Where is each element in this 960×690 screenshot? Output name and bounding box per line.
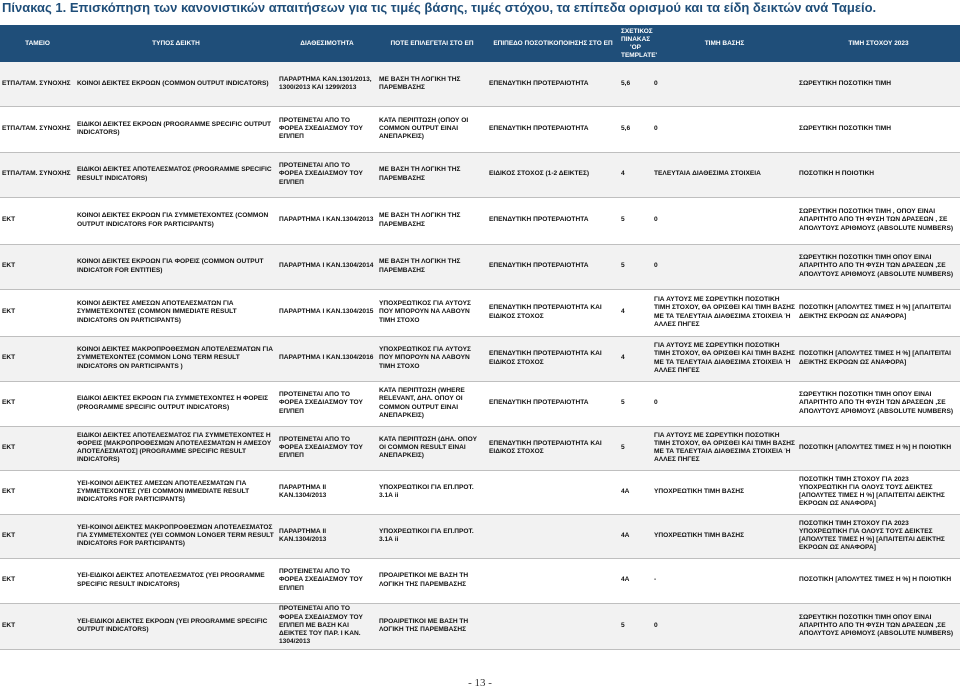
cell-quantification-level: ΕΠΕΝΔΥΤΙΚΗ ΠΡΟΤΕΡΑΙΟΤΗΤΑ bbox=[487, 62, 619, 106]
header-baseline: ΤΙΜΗ ΒΑΣΗΣ bbox=[652, 25, 797, 62]
cell-when-selected: ΥΠΟΧΡΕΩΤΙΚΟΙ ΓΙΑ ΕΠ.ΠΡΟΤ. 3.1Α ii bbox=[377, 470, 487, 514]
table-row bbox=[0, 197, 960, 244]
cell-baseline: ΓΙΑ ΑΥΤΟΥΣ ΜΕ ΣΩΡΕΥΤΙΚΗ ΠΟΣΟΤΙΚΗ ΤΙΜΗ ΣΤΟΧΟΥ, ΘΑ ΟΡΙΣΘΕΙ ΚΑΙ ΤΙΜΗ ΒΑΣΗΣ ΜΕ ΤΑ ΤΕΛΕΥΤΑΙΑ ΔΙΑΘΕΣΙΜΑ ΣΤΟΙΧΕΙΑ Ή ΑΛΛΕΣ ΠΗΓΕΣ bbox=[652, 426, 797, 470]
cell-baseline: - bbox=[652, 558, 797, 603]
cell-baseline: 0 bbox=[652, 381, 797, 426]
cell-indicator-type: ΥΕΙ-ΚΟΙΝΟΙ ΔΕΙΚΤΕΣ ΜΑΚΡΟΠΡΟΘΕΣΜΩΝ ΑΠΟΤΕΛΕΣΜΑΤΟΣ ΓΙΑ ΣΥΜΜΕΤΕΧΟΝΤΕΣ (YEI COMMON LONGER TERM RESULT INDICATORS FOR PARTICIPANTS) bbox=[75, 514, 277, 558]
cell-indicator-type: ΚΟΙΝΟΙ ΔΕΙΚΤΕΣ ΕΚΡΟΩΝ ΓΙΑ ΦΟΡΕΙΣ (COMMON OUTPUT INDICATOR FOR ENTITIES) bbox=[75, 244, 277, 289]
cell-op-template: 4Α bbox=[619, 558, 652, 603]
cell-target-2023: ΣΩΡΕΥΤΙΚΗ ΠΟΣΟΤΙΚΗ ΤΙΜΗ bbox=[797, 62, 960, 106]
cell-baseline: ΥΠΟΧΡΕΩΤΙΚΗ ΤΙΜΗ ΒΑΣΗΣ bbox=[652, 514, 797, 558]
cell-target-2023: ΠΟΣΟΤΙΚΗ [ΑΠΟΛΥΤΕΣ ΤΙΜΕΣ Η %] Η ΠΟΙΟΤΙΚΗ bbox=[797, 426, 960, 470]
cell-target-2023: ΣΩΡΕΥΤΙΚΗ ΠΟΣΟΤΙΚΗ ΤΙΜΗ ΟΠΟΥ ΕΙΝΑΙ ΑΠΑΡΙΤΗΤΟ ΑΠΟ ΤΗ ΦΥΣΗ ΤΩΝ ΔΡΑΣΕΩΝ ,ΣΕ ΑΠΟΛΥΤΟΥΣ ΑΡΙΘΜΟΥΣ (ABSOLUTE NUMBERS) bbox=[797, 381, 960, 426]
cell-when-selected: ΚΑΤΑ ΠΕΡΙΠΤΩΣΗ (WHERE RELEVANT, ΔΗΛ. ΟΠΟΥ ΟΙ COMMON OUTPUT ΕΙΝΑΙ ΑΝΕΠΑΡΚΕΙΣ) bbox=[377, 381, 487, 426]
cell-indicator-type: ΕΙΔΙΚΟΙ ΔΕΙΚΤΕΣ ΑΠΟΤΕΛΕΣΜΑΤΟΣ (PROGRAMME SPECIFIC RESULT INDICATORS) bbox=[75, 152, 277, 197]
cell-baseline: ΤΕΛΕΥΤΑΙΑ ΔΙΑΘΕΣΙΜΑ ΣΤΟΙΧΕΙΑ bbox=[652, 152, 797, 197]
cell-indicator-type: ΚΟΙΝΟΙ ΔΕΙΚΤΕΣ ΜΑΚΡΟΠΡΟΘΕΣΜΩΝ ΑΠΟΤΕΛΕΣΜΑΤΩΝ ΓΙΑ ΣΥΜΜΕΤΕΧΟΝΤΕΣ (COMMON LONG TERM RESULT INDICATORS ON PARTICIPANTS ) bbox=[75, 336, 277, 381]
cell-indicator-type: ΚΟΙΝΟΙ ΔΕΙΚΤΕΣ ΕΚΡΟΩΝ ΓΙΑ ΣΥΜΜΕΤΕΧΟΝΤΕΣ (COMMON OUTPUT INDICATORS FOR PARTICIPANTS) bbox=[75, 197, 277, 244]
cell-quantification-level: ΕΠΕΝΔΥΤΙΚΗ ΠΡΟΤΕΡΑΙΟΤΗΤΑ ΚΑΙ ΕΙΔΙΚΟΣ ΣΤΟΧΟΣ bbox=[487, 336, 619, 381]
cell-fund: ΕΤΠΑ/ΤΑΜ. ΣΥΝΟΧΗΣ bbox=[0, 152, 75, 197]
cell-when-selected: ΜΕ ΒΑΣΗ ΤΗ ΛΟΓΙΚΗ ΤΗΣ ΠΑΡΕΜΒΑΣΗΣ bbox=[377, 197, 487, 244]
cell-availability: ΠΑΡΑΡΤΗΜΑ ΙΙ ΚΑΝ.1304/2013 bbox=[277, 514, 377, 558]
cell-op-template: 5,6 bbox=[619, 62, 652, 106]
cell-when-selected: ΥΠΟΧΡΕΩΤΙΚΟΙ ΓΙΑ ΕΠ.ΠΡΟΤ. 3.1Α ii bbox=[377, 514, 487, 558]
header-fund: ΤΑΜΕΙΟ bbox=[0, 25, 75, 62]
cell-baseline: ΥΠΟΧΡΕΩΤΙΚΗ ΤΙΜΗ ΒΑΣΗΣ bbox=[652, 470, 797, 514]
cell-availability: ΠΑΡΑΡΤΗΜΑ Ι ΚΑΝ.1304/2013 bbox=[277, 197, 377, 244]
cell-indicator-type: ΚΟΙΝΟΙ ΔΕΙΚΤΕΣ ΕΚΡΟΩΝ (COMMON OUTPUT INDICATORS) bbox=[75, 62, 277, 106]
cell-target-2023: ΠΟΣΟΤΙΚΗ [ΑΠΟΛΥΤΕΣ ΤΙΜΕΣ Η %] [ΑΠΑΙΤΕΙΤΑΙ ΔΕΙΚΤΗΣ ΕΚΡΟΩΝ ΩΣ ΑΝΑΦΟΡΑ] bbox=[797, 289, 960, 336]
cell-quantification-level: ΕΙΔΙΚΟΣ ΣΤΟΧΟΣ (1-2 ΔΕΙΚΤΕΣ) bbox=[487, 152, 619, 197]
cell-baseline: 0 bbox=[652, 603, 797, 649]
cell-quantification-level bbox=[487, 603, 619, 649]
cell-baseline: ΓΙΑ ΑΥΤΟΥΣ ΜΕ ΣΩΡΕΥΤΙΚΗ ΠΟΣΟΤΙΚΗ ΤΙΜΗ ΣΤΟΧΟΥ, ΘΑ ΟΡΙΣΘΕΙ ΚΑΙ ΤΙΜΗ ΒΑΣΗΣ ΜΕ ΤΑ ΤΕΛΕΥΤΑΙΑ ΔΙΑΘΕΣΙΜΑ ΣΤΟΙΧΕΙΑ Ή ΑΛΛΕΣ ΠΗΓΕΣ bbox=[652, 289, 797, 336]
cell-op-template: 4 bbox=[619, 152, 652, 197]
cell-baseline: ΓΙΑ ΑΥΤΟΥΣ ΜΕ ΣΩΡΕΥΤΙΚΗ ΠΟΣΟΤΙΚΗ ΤΙΜΗ ΣΤΟΧΟΥ, ΘΑ ΟΡΙΣΘΕΙ ΚΑΙ ΤΙΜΗ ΒΑΣΗΣ ΜΕ ΤΑ ΤΕΛΕΥΤΑΙΑ ΔΙΑΘΕΣΙΜΑ ΣΤΟΙΧΕΙΑ Ή ΑΛΛΕΣ ΠΗΓΕΣ bbox=[652, 336, 797, 381]
cell-target-2023: ΠΟΣΟΤΙΚΗ Η ΠΟΙΟΤΙΚΗ bbox=[797, 152, 960, 197]
cell-quantification-level: ΕΠΕΝΔΥΤΙΚΗ ΠΡΟΤΕΡΑΙΟΤΗΤΑ bbox=[487, 381, 619, 426]
table-row bbox=[0, 62, 960, 106]
cell-when-selected: ΠΡΟΑΙΡΕΤΙΚΟΙ ΜΕ ΒΑΣΗ ΤΗ ΛΟΓΙΚΗ ΤΗΣ ΠΑΡΕΜΒΑΣΗΣ bbox=[377, 603, 487, 649]
cell-target-2023: ΣΩΡΕΥΤΙΚΗ ΠΟΣΟΤΙΚΗ ΤΙΜΗ ΟΠΟΥ ΕΙΝΑΙ ΑΠΑΡΙΤΗΤΟ ΑΠΟ ΤΗ ΦΥΣΗ ΤΩΝ ΔΡΑΣΕΩΝ ,ΣΕ ΑΠΟΛΥΤΟΥΣ ΑΡΙΘΜΟΥΣ (ABSOLUTE NUMBERS) bbox=[797, 603, 960, 649]
cell-fund: ΕΚΤ bbox=[0, 244, 75, 289]
cell-availability: ΠΑΡΑΡΤΗΜΑ ΙΙ ΚΑΝ.1304/2013 bbox=[277, 470, 377, 514]
cell-baseline: 0 bbox=[652, 106, 797, 152]
cell-fund: ΕΚΤ bbox=[0, 381, 75, 426]
cell-availability: ΠΑΡΑΡΤΗΜΑ Ι ΚΑΝ.1304/2014 bbox=[277, 244, 377, 289]
cell-baseline: 0 bbox=[652, 197, 797, 244]
table-row bbox=[0, 106, 960, 152]
cell-target-2023: ΠΟΣΟΤΙΚΗ ΤΙΜΗ ΣΤΟΧΟΥ ΓΙΑ 2023 ΥΠΟΧΡΕΩΤΙΚΗ ΓΙΑ ΟΛΟΥΣ ΤΟΥΣ ΔΕΙΚΤΕΣ [ΑΠΟΛΥΤΕΣ ΤΙΜΕΣ Η %] [ΑΠΑΙΤΕΙΤΑΙ ΔΕΙΚΤΗΣ ΕΚΡΟΩΝ ΩΣ ΑΝΑΦΟΡΑ] bbox=[797, 514, 960, 558]
cell-quantification-level: ΕΠΕΝΔΥΤΙΚΗ ΠΡΟΤΕΡΑΙΟΤΗΤΑ bbox=[487, 244, 619, 289]
cell-availability: ΠΑΡΑΡΤΗΜΑ Ι ΚΑΝ.1304/2015 bbox=[277, 289, 377, 336]
table-row bbox=[0, 603, 960, 649]
cell-fund: ΕΤΠΑ/ΤΑΜ. ΣΥΝΟΧΗΣ bbox=[0, 106, 75, 152]
cell-op-template: 4Α bbox=[619, 470, 652, 514]
cell-quantification-level: ΕΠΕΝΔΥΤΙΚΗ ΠΡΟΤΕΡΑΙΟΤΗΤΑ ΚΑΙ ΕΙΔΙΚΟΣ ΣΤΟΧΟΣ bbox=[487, 289, 619, 336]
cell-fund: ΕΚΤ bbox=[0, 336, 75, 381]
cell-availability: ΠΡΟΤΕΙΝΕΤΑΙ ΑΠΟ ΤΟ ΦΟΡΕΑ ΣΧΕΔΙΑΣΜΟΥ ΤΟΥ ΕΠ/ΠΕΠ ΜΕ ΒΑΣΗ ΚΑΙ ΔΕΙΚΤΕΣ ΤΟΥ ΠΑΡ. Ι ΚΑΝ. 1304/2013 bbox=[277, 603, 377, 649]
cell-quantification-level: ΕΠΕΝΔΥΤΙΚΗ ΠΡΟΤΕΡΑΙΟΤΗΤΑ bbox=[487, 106, 619, 152]
cell-availability: ΠΡΟΤΕΙΝΕΤΑΙ ΑΠΟ ΤΟ ΦΟΡΕΑ ΣΧΕΔΙΑΣΜΟΥ ΤΟΥ ΕΠ/ΠΕΠ bbox=[277, 558, 377, 603]
header-when-selected: ΠΟΤΕ ΕΠΙΛΕΓΕΤΑΙ ΣΤΟ ΕΠ bbox=[377, 25, 487, 62]
cell-op-template: 4Α bbox=[619, 514, 652, 558]
cell-availability: ΠΑΡΑΡΤΗΜΑ Ι ΚΑΝ.1304/2016 bbox=[277, 336, 377, 381]
cell-target-2023: ΣΩΡΕΥΤΙΚΗ ΠΟΣΟΤΙΚΗ ΤΙΜΗ bbox=[797, 106, 960, 152]
cell-when-selected: ΜΕ ΒΑΣΗ ΤΗ ΛΟΓΙΚΗ ΤΗΣ ΠΑΡΕΜΒΑΣΗΣ bbox=[377, 244, 487, 289]
table-row bbox=[0, 244, 960, 289]
cell-fund: ΕΚΤ bbox=[0, 426, 75, 470]
cell-availability: ΠΡΟΤΕΙΝΕΤΑΙ ΑΠΟ ΤΟ ΦΟΡΕΑ ΣΧΕΔΙΑΣΜΟΥ ΤΟΥ ΕΠ/ΠΕΠ bbox=[277, 381, 377, 426]
cell-fund: ΕΤΠΑ/ΤΑΜ. ΣΥΝΟΧΗΣ bbox=[0, 62, 75, 106]
cell-quantification-level: ΕΠΕΝΔΥΤΙΚΗ ΠΡΟΤΕΡΑΙΟΤΗΤΑ bbox=[487, 197, 619, 244]
cell-when-selected: ΜΕ ΒΑΣΗ ΤΗ ΛΟΓΙΚΗ ΤΗΣ ΠΑΡΕΜΒΑΣΗΣ bbox=[377, 62, 487, 106]
table-row bbox=[0, 470, 960, 514]
cell-quantification-level bbox=[487, 514, 619, 558]
cell-availability: ΠΑΡΑΡΤΗΜΑ ΚΑΝ.1301/2013, 1300/2013 ΚΑΙ 1299/2013 bbox=[277, 62, 377, 106]
cell-when-selected: ΜΕ ΒΑΣΗ ΤΗ ΛΟΓΙΚΗ ΤΗΣ ΠΑΡΕΜΒΑΣΗΣ bbox=[377, 152, 487, 197]
cell-fund: ΕΚΤ bbox=[0, 558, 75, 603]
header-op-template: ΣΧΕΤΙΚΟΣ ΠΙΝΑΚΑΣ 'OP TEMPLATE' bbox=[619, 25, 652, 62]
table-header-row bbox=[0, 25, 960, 62]
page-number: - 13 - bbox=[468, 677, 492, 689]
cell-target-2023: ΠΟΣΟΤΙΚΗ ΤΙΜΗ ΣΤΟΧΟΥ ΓΙΑ 2023 ΥΠΟΧΡΕΩΤΙΚΗ ΓΙΑ ΟΛΟΥΣ ΤΟΥΣ ΔΕΙΚΤΕΣ [ΑΠΟΛΥΤΕΣ ΤΙΜΕΣ Η %] [ΑΠΑΙΤΕΙΤΑΙ ΔΕΙΚΤΗΣ ΕΚΡΟΩΝ ΩΣ ΑΝΑΦΟΡΑ] bbox=[797, 470, 960, 514]
cell-quantification-level: ΕΠΕΝΔΥΤΙΚΗ ΠΡΟΤΕΡΑΙΟΤΗΤΑ ΚΑΙ ΕΙΔΙΚΟΣ ΣΤΟΧΟΣ bbox=[487, 426, 619, 470]
cell-target-2023: ΠΟΣΟΤΙΚΗ [ΑΠΟΛΥΤΕΣ ΤΙΜΕΣ Η %] Η ΠΟΙΟΤΙΚΗ bbox=[797, 558, 960, 603]
cell-indicator-type: ΕΙΔΙΚΟΙ ΔΕΙΚΤΕΣ ΕΚΡΟΩΝ ΓΙΑ ΣΥΜΜΕΤΕΧΟΝΤΕΣ Η ΦΟΡΕΙΣ (PROGRAMME SPECIFIC OUTPUT INDICATORS) bbox=[75, 381, 277, 426]
cell-quantification-level bbox=[487, 470, 619, 514]
header-target-2023: ΤΙΜΗ ΣΤΟΧΟΥ 2023 bbox=[797, 25, 960, 62]
cell-quantification-level bbox=[487, 558, 619, 603]
cell-indicator-type: ΥΕΙ-ΕΙΔΙΚΟΙ ΔΕΙΚΤΕΣ ΑΠΟΤΕΛΕΣΜΑΤΟΣ (YEI PROGRAMME SPECIFIC RESULT INDICATORS) bbox=[75, 558, 277, 603]
cell-op-template: 5 bbox=[619, 197, 652, 244]
cell-fund: ΕΚΤ bbox=[0, 289, 75, 336]
table-row bbox=[0, 289, 960, 336]
cell-indicator-type: ΚΟΙΝΟΙ ΔΕΙΚΤΕΣ ΑΜΕΣΩΝ ΑΠΟΤΕΛΕΣΜΑΤΩΝ ΓΙΑ ΣΥΜΜΕΤΕΧΟΝΤΕΣ (COMMON IMMEDIATE RESULT INDICATORS ON PARTICIPANTS) bbox=[75, 289, 277, 336]
cell-availability: ΠΡΟΤΕΙΝΕΤΑΙ ΑΠΟ ΤΟ ΦΟΡΕΑ ΣΧΕΔΙΑΣΜΟΥ ΤΟΥ ΕΠ/ΠΕΠ bbox=[277, 152, 377, 197]
table-row bbox=[0, 426, 960, 470]
table-row bbox=[0, 381, 960, 426]
cell-target-2023: ΠΟΣΟΤΙΚΗ [ΑΠΟΛΥΤΕΣ ΤΙΜΕΣ Η %] [ΑΠΑΙΤΕΙΤΑΙ ΔΕΙΚΤΗΣ ΕΚΡΟΩΝ ΩΣ ΑΝΑΦΟΡΑ] bbox=[797, 336, 960, 381]
cell-baseline: 0 bbox=[652, 244, 797, 289]
table-row bbox=[0, 336, 960, 381]
cell-when-selected: ΚΑΤΑ ΠΕΡΙΠΤΩΣΗ (ΟΠΟΥ ΟΙ COMMON OUTPUT ΕΙΝΑΙ ΑΝΕΠΑΡΚΕΙΣ) bbox=[377, 106, 487, 152]
cell-when-selected: ΥΠΟΧΡΕΩΤΙΚΟΣ ΓΙΑ ΑΥΤΟΥΣ ΠΟΥ ΜΠΟΡΟΥΝ ΝΑ ΛΑΒΟΥΝ ΤΙΜΗ ΣΤΟΧΟ bbox=[377, 289, 487, 336]
cell-op-template: 5 bbox=[619, 603, 652, 649]
cell-op-template: 5 bbox=[619, 426, 652, 470]
cell-when-selected: ΠΡΟΑΙΡΕΤΙΚΟΙ ΜΕ ΒΑΣΗ ΤΗ ΛΟΓΙΚΗ ΤΗΣ ΠΑΡΕΜΒΑΣΗΣ bbox=[377, 558, 487, 603]
cell-op-template: 4 bbox=[619, 289, 652, 336]
cell-indicator-type: ΥΕΙ-ΚΟΙΝΟΙ ΔΕΙΚΤΕΣ ΑΜΕΣΩΝ ΑΠΟΤΕΛΕΣΜΑΤΩΝ ΓΙΑ ΣΥΜΜΕΤΕΧΟΝΤΕΣ (YEI COMMON IMMEDIATE RESULT INDICATORS FOR PARTICIPANTS) bbox=[75, 470, 277, 514]
cell-availability: ΠΡΟΤΕΙΝΕΤΑΙ ΑΠΟ ΤΟ ΦΟΡΕΑ ΣΧΕΔΙΑΣΜΟΥ ΤΟΥ ΕΠ/ΠΕΠ bbox=[277, 106, 377, 152]
cell-fund: ΕΚΤ bbox=[0, 514, 75, 558]
table-row bbox=[0, 558, 960, 603]
header-quantification-level: ΕΠΙΠΕΔΟ ΠΟΣΟΤΙΚΟΠΟΙΗΣΗΣ ΣΤΟ ΕΠ bbox=[487, 25, 619, 62]
requirements-table bbox=[0, 25, 960, 650]
cell-indicator-type: ΕΙΔΙΚΟΙ ΔΕΙΚΤΕΣ ΕΚΡΟΩΝ (PROGRAMME SPECIFIC OUTPUT INDICATORS) bbox=[75, 106, 277, 152]
cell-op-template: 5 bbox=[619, 244, 652, 289]
header-availability: ΔΙΑΘΕΣΙΜΟΤΗΤΑ bbox=[277, 25, 377, 62]
cell-fund: ΕΚΤ bbox=[0, 603, 75, 649]
page-title: Πίνακας 1. Επισκόπηση των κανονιστικών απαιτήσεων για τις τιμές βάσης, τιμές στόχου, τα επίπεδα ορισμού και τα είδη δεικτών ανά Ταμείο. bbox=[2, 0, 877, 15]
table-row bbox=[0, 152, 960, 197]
cell-when-selected: ΥΠΟΧΡΕΩΤΙΚΟΣ ΓΙΑ ΑΥΤΟΥΣ ΠΟΥ ΜΠΟΡΟΥΝ ΝΑ ΛΑΒΟΥΝ ΤΙΜΗ ΣΤΟΧΟ bbox=[377, 336, 487, 381]
cell-availability: ΠΡΟΤΕΙΝΕΤΑΙ ΑΠΟ ΤΟ ΦΟΡΕΑ ΣΧΕΔΙΑΣΜΟΥ ΤΟΥ ΕΠ/ΠΕΠ bbox=[277, 426, 377, 470]
cell-fund: ΕΚΤ bbox=[0, 470, 75, 514]
cell-op-template: 4 bbox=[619, 336, 652, 381]
table-row bbox=[0, 514, 960, 558]
header-indicator-type: ΤΥΠΟΣ ΔΕΙΚΤΗ bbox=[75, 25, 277, 62]
cell-indicator-type: ΥΕΙ-ΕΙΔΙΚΟΙ ΔΕΙΚΤΕΣ ΕΚΡΟΩΝ (YEI PROGRAMME SPECIFIC OUTPUT INDICATORS) bbox=[75, 603, 277, 649]
cell-fund: ΕΚΤ bbox=[0, 197, 75, 244]
cell-op-template: 5,6 bbox=[619, 106, 652, 152]
cell-indicator-type: ΕΙΔΙΚΟΙ ΔΕΙΚΤΕΣ ΑΠΟΤΕΛΕΣΜΑΤΟΣ ΓΙΑ ΣΥΜΜΕΤΕΧΟΝΤΕΣ Η ΦΟΡΕΙΣ [ΜΑΚΡΟΠΡΟΘΕΣΜΩΝ ΑΠΟΤΕΛΕΣΜΑΤΩΝ Η ΑΜΕΣΟΥ ΑΠΟΤΕΛΕΣΜΑΤΟΣ] (PROGRAMME SPECIFIC RESULT INDICATORS) bbox=[75, 426, 277, 470]
cell-when-selected: ΚΑΤΑ ΠΕΡΙΠΤΩΣΗ (ΔΗΛ. ΟΠΟΥ ΟΙ COMMON RESULT ΕΙΝΑΙ ΑΝΕΠΑΡΚΕΙΣ) bbox=[377, 426, 487, 470]
cell-op-template: 5 bbox=[619, 381, 652, 426]
cell-baseline: 0 bbox=[652, 62, 797, 106]
cell-target-2023: ΣΩΡΕΥΤΙΚΗ ΠΟΣΟΤΙΚΗ ΤΙΜΗ , ΟΠΟΥ ΕΙΝΑΙ ΑΠΑΡΙΤΗΤΟ ΑΠΟ ΤΗ ΦΥΣΗ ΤΩΝ ΔΡΑΣΕΩΝ , ΣΕ ΑΠΟΛΥΤΟΥΣ ΑΡΙΘΜΟΥΣ (ABSOLUTE NUMBERS) bbox=[797, 197, 960, 244]
cell-target-2023: ΣΩΡΕΥΤΙΚΗ ΠΟΣΟΤΙΚΗ ΤΙΜΗ ΟΠΟΥ ΕΙΝΑΙ ΑΠΑΡΙΤΗΤΟ ΑΠΟ ΤΗ ΦΥΣΗ ΤΩΝ ΔΡΑΣΕΩΝ ,ΣΕ ΑΠΟΛΥΤΟΥΣ ΑΡΙΘΜΟΥΣ (ABSOLUTE NUMBERS) bbox=[797, 244, 960, 289]
